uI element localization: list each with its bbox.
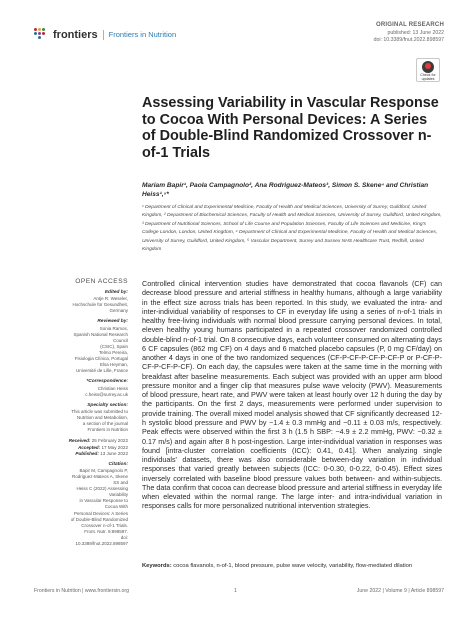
keywords [142,563,442,570]
author-list[interactable]: Mariam Bapir¹, Paola Campagnolo², Ana Rodriguez-Mateos³, Simon S. Skene⁴ and Christian Heiss¹,⁵* [142,182,429,198]
check-for-updates-button[interactable] [416,58,440,82]
keywords-label: Keywords: [142,563,172,569]
open-access-badge: OPEN ACCESS [75,278,128,285]
article-meta [374,22,444,45]
article-title: Assessing Variability in Vascular Response to Cocoa With Personal Devices: A Series of Double-Blind Randomized Crossover n-of-1 Trials [142,95,439,161]
accepted-date: Accepted: 17 May 2022 [77,444,128,450]
crossmark-icon [422,61,434,73]
page-footer [34,588,444,596]
frontiers-dots-icon [34,28,50,41]
article-type: ORIGINAL RESEARCH [376,22,444,28]
page-number: 1 [234,588,237,594]
reviewer-info[interactable]: Sonia Ramos, Spanish National Research Council (CSIC), Spain Telmo Pereira, Fisiologia Clínica, Portugal Elsa Heyman, Université de Lille, France [73,325,128,374]
doi-link[interactable]: doi: 10.3389/fnut.2022.898597 [373,37,444,43]
frontiers-logo[interactable] [34,28,176,41]
logo-divider [103,30,104,40]
citation-label: Citation: [108,461,128,467]
correspondence-label: *Correspondence: [86,379,128,385]
check-for-updates-label: Check for updates [420,73,436,81]
published-date-sidebar: Published: 13 June 2022 [75,450,128,456]
journal-name[interactable]: Frontiers in Nutrition [108,30,177,39]
page-header [34,22,444,52]
keywords-list: cocoa flavanols, n-of-1, blood pressure, pulse wave velocity, variability, flow-mediated dilation [173,563,413,569]
received-date: Received: 25 February 2022 [68,438,128,444]
reviewed-by-label: Reviewed by: [97,319,128,325]
abstract: Controlled clinical intervention studies have demonstrated that cocoa flavanols (CF) can decrease blood pressure and arterial stiffness in healthy humans, although a large variability in the effect size across trials has been reported. In this study, we evaluated the intra- and inter-individual variability of responses to CF in everyday life using a series of n-of-1 trials in healthy free-living individuals with normal blood pressure carrying personal devices. In total, eleven healthy young humans participated in a repeated crossover randomized controlled double-blind n-of-1 trial. On 8 consecutive days, each volunteer consumed on alternating days 6 CF capsules (862 mg CF) on 4 days and 6 matched placebo capsules (P, 0 mg CF/day) on another 4 days in one of the two randomized sequences (CF-P-CF-P-CF-P-CF-P or P-CF-P-CF-P-CF-P-CF). On each day, the capsules were taken at the same time in the morning with breakfast after baseline measurements. Each subject was provided with an upper arm blood pressure monitor and a finger clip that measures pulse wave velocity (PWV). Measurements of blood pressure, heart rate, and PWV were taken at least hourly over 12 h during the day by the participants. On the first 2 days, measurements were performed under supervision to provide training. The overall mixed model analysis showed that CF significantly decreased 12-h systolic blood pressure and PWV by −1.4 ± 0.3 mmHg and −0.11 ± 0.03 m/s, respectively. Peak effects were observed within the first 3 h (1.5 h SBP: −4.9 ± 2.2 mmHg, PWV: −0.32 ± 0.17 m/s) and again after 8 h post-ingestion. Large inter-individual variation in responses was found [intra-cluster correlation coefficients (ICC): 0.41, 0.41]. When analyzing single individuals' datasets, there was also considerable between-day variation in individual responses that varied greatly between subjects (ICC: 0-0.30, 0-0.22, 0-0.45). Effect sizes inversely correlated with baseline blood pressure values both between- and within-subjects. The data confirm that cocoa can decrease blood pressure and arterial stiffness in everyday life when elevated within the normal range. The large inter- and intra-individual variation in responses calls for more personalized nutritional intervention strategies. [142,279,442,511]
specialty-section-label: Specialty section: [87,402,128,408]
published-date: published: 13 June 2022 [387,29,444,36]
footer-volume-info: June 2022 | Volume 9 | Article 898597 [356,588,444,594]
edited-by-label: Edited by: [104,290,128,295]
publisher-name: frontiers [53,28,98,41]
citation-text: Bapir M, Campagnolo P, Rodriguez-Mateos A, Skene SS and Heiss C (2022) Assessing Variability in Vascular Response to Cocoa With Personal Devices: A Series of Double-Blind Randomized Crossover n-of-1 Trials. Front. Nutr. 9:898597. doi: 10.3389/fnut.2022.898597 [70,467,128,547]
article-info-sidebar [68,278,128,547]
footer-journal-link[interactable]: Frontiers in Nutrition | www.frontiersin.org [34,588,130,594]
editor-info[interactable]: Antje R. Weseler, Hochschule für Gesundheit, Germany [72,296,128,314]
correspondence-info[interactable]: Christian Heiss c.heiss@surrey.ac.uk [85,385,128,397]
affiliations: ¹ Department of Clinical and Experimental Medicine, Faculty of Health and Medical Sciences, University of Surrey, Guildford, United Kingdom, ² Department of Biochemical Sciences, Faculty of Health and Medical Sciences, University of Surrey, Guildford, United Kingdom, ³ Department of Nutritional Sciences, School of Life Course and Population Sciences, Faculty of Life Sciences and Medicine, King's College London, London, United Kingdom, ⁴ Department of Clinical and Experimental Medicine, Faculty of Health and Medical Sciences, University of Surrey, Guildford, United Kingdom, ⁵ Vascular Department, Surrey and Sussex NHS Healthcare Trust, Redhill, United Kingdom [142,205,442,253]
specialty-section-info: This article was submitted to Nutrition and Metabolism, a section of the journal Frontiers in Nutrition [71,409,128,433]
